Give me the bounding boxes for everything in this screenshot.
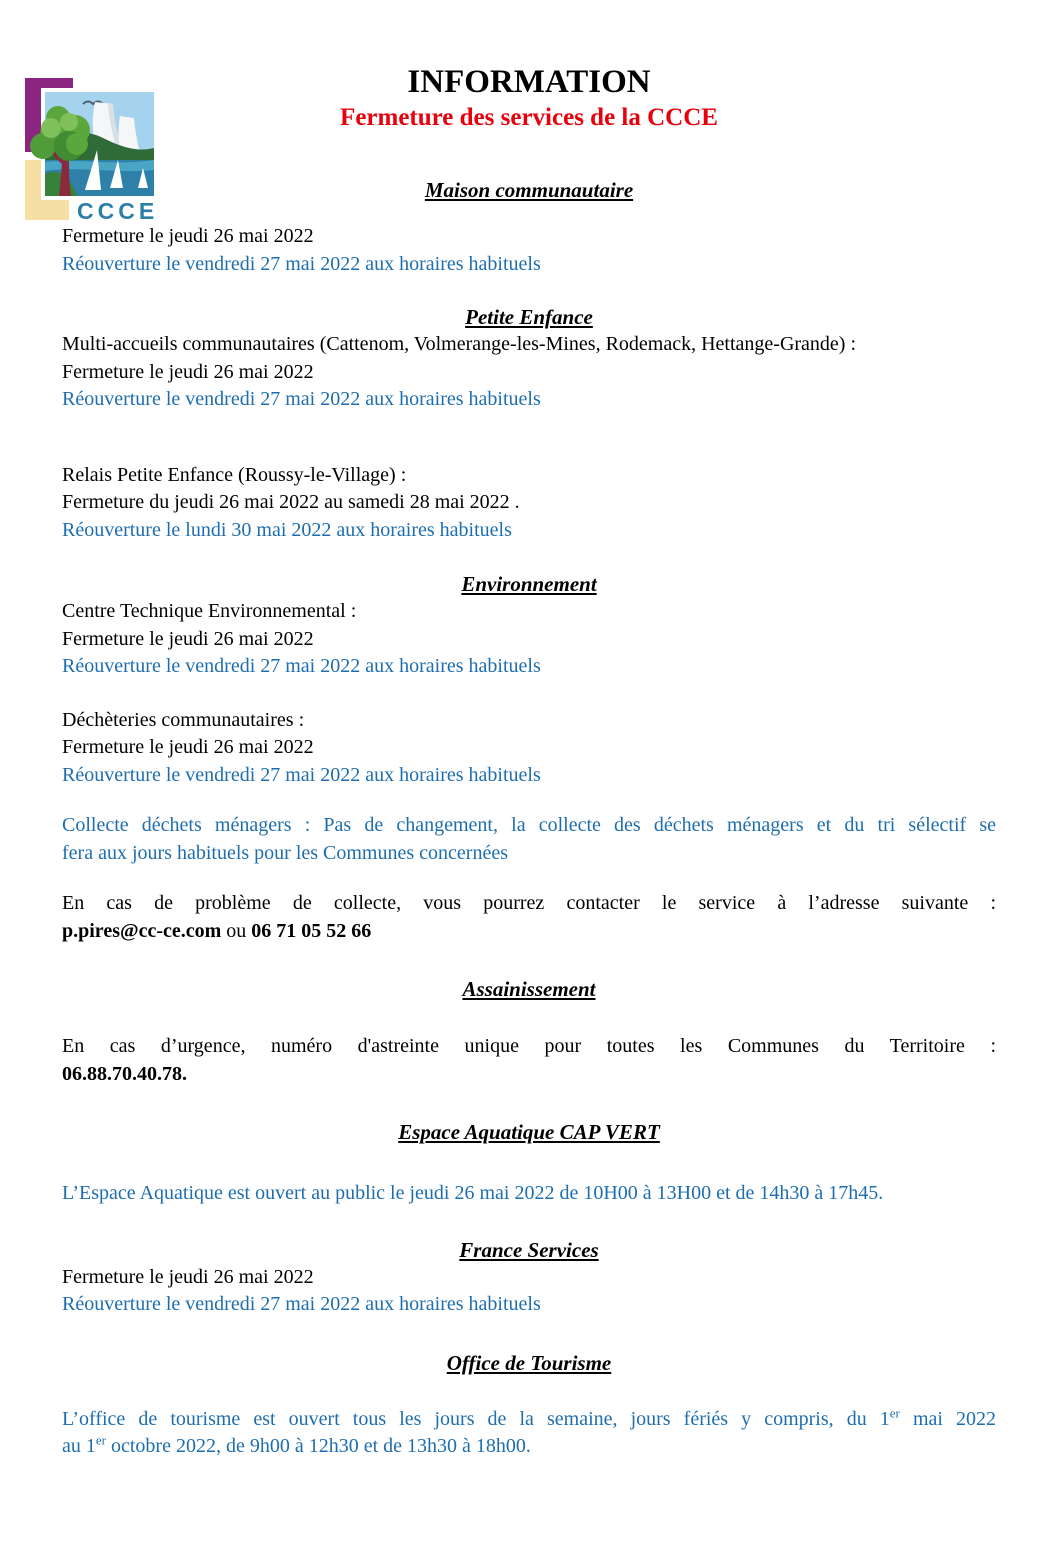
office-tourisme-line-2 [62, 1433, 996, 1461]
relais-fermeture-line: Fermeture du jeudi 26 mai 2022 au samedi 28 mai 2022 . [62, 491, 520, 513]
dechèteries-fermeture-line: Fermeture le jeudi 26 mai 2022 [62, 736, 314, 758]
espace-aquatique-line: L’Espace Aquatique est ouvert au public le jeudi 26 mai 2022 de 10H00 à 13H00 et de 14h30 à 17h45. [62, 1182, 884, 1204]
office-line2-sup: er [95, 1432, 106, 1448]
contact-phone: 06 71 05 52 66 [251, 919, 372, 942]
section-title-espace-aquatique: Espace Aquatique CAP VERT [398, 1120, 660, 1144]
centre-technique-reouverture-line: Réouverture le vendredi 27 mai 2022 aux horaires habituels [62, 655, 541, 677]
collecte-line-1: Collecte déchets ménagers : Pas de changement, la collecte des déchets ménagers et du tri sélectif se [62, 814, 996, 836]
office-line1-text: L’office de tourisme est ouvert tous les jours de la semaine, jours fériés y compris, du 1 [62, 1407, 890, 1430]
dechèteries-reouverture-line: Réouverture le vendredi 27 mai 2022 aux horaires habituels [62, 763, 541, 786]
ccce-logo [25, 70, 165, 220]
assainissement-paragraph [62, 1033, 996, 1088]
petite-enfance-reouverture-line: Réouverture le vendredi 27 mai 2022 aux horaires habituels [62, 388, 541, 410]
relais-intro-line: Relais Petite Enfance (Roussy-le-Village) : [62, 463, 407, 486]
petite-enfance-fermeture-line: Fermeture le jeudi 26 mai 2022 [62, 360, 314, 383]
france-services-fermeture-line: Fermeture le jeudi 26 mai 2022 [62, 1265, 314, 1288]
page-subtitle: Fermeture des services de la CCCE [340, 104, 718, 131]
logo-landscape [30, 88, 158, 200]
centre-technique-intro-line: Centre Technique Environnemental : [62, 600, 357, 622]
section-title-environnement: Environnement [461, 572, 597, 596]
section-title-france-services: France Services [459, 1237, 599, 1262]
relais-reouverture-line: Réouverture le lundi 30 mai 2022 aux horaires habituels [62, 518, 512, 541]
page-title: INFORMATION [407, 64, 651, 100]
maison-fermeture-line: Fermeture le jeudi 26 mai 2022 [62, 225, 314, 247]
multi-accueils-line: Multi-accueils communautaires (Cattenom, Volmerange-les-Mines, Rodemack, Hettange-Grande) : [62, 333, 857, 355]
urgence-intro-line: En cas d’urgence, numéro d'astreinte unique pour toutes les Communes du Territoire : [62, 1035, 996, 1057]
collecte-contact-paragraph [62, 890, 996, 945]
collecte-paragraph [62, 812, 996, 867]
urgence-phone: 06.88.70.40.78. [62, 1062, 187, 1085]
contact-intro-line: En cas de problème de collecte, vous pourrez contacter le service à l’adresse suivante : [62, 892, 996, 914]
office-tourisme-paragraph [62, 1406, 996, 1461]
office-line2-text-end: octobre 2022, de 9h00 à 12h30 et de 13h30 à 18h00. [106, 1435, 531, 1457]
contact-separator: ou [221, 919, 252, 942]
section-title-assainissement: Assainissement [462, 977, 596, 1001]
office-tourisme-line-1 [62, 1406, 996, 1434]
dechèteries-intro-line: Déchèteries communautaires : [62, 708, 305, 731]
section-title-maison-communautaire: Maison communautaire [424, 178, 634, 202]
section-title-petite-enfance: Petite Enfance [465, 305, 593, 329]
ccce-logo-graphic [25, 70, 165, 220]
logo-acronym: CCCE [77, 198, 159, 220]
contact-details-line [62, 918, 996, 946]
centre-technique-fermeture-line: Fermeture le jeudi 26 mai 2022 [62, 627, 314, 650]
france-services-reouverture-line: Réouverture le vendredi 27 mai 2022 aux horaires habituels [62, 1293, 541, 1315]
collecte-line-2: fera aux jours habituels pour les Communes concernées [62, 841, 508, 864]
office-line1-sup: er [889, 1404, 900, 1420]
office-line2-text: au 1 [62, 1435, 96, 1457]
contact-email: p.pires@cc-ce.com [62, 919, 222, 942]
maison-reouverture-line: Réouverture le vendredi 27 mai 2022 aux horaires habituels [62, 252, 541, 275]
office-line1-text-end: mai 2022 [899, 1407, 996, 1430]
section-title-office-tourisme: Office de Tourisme [446, 1350, 612, 1375]
